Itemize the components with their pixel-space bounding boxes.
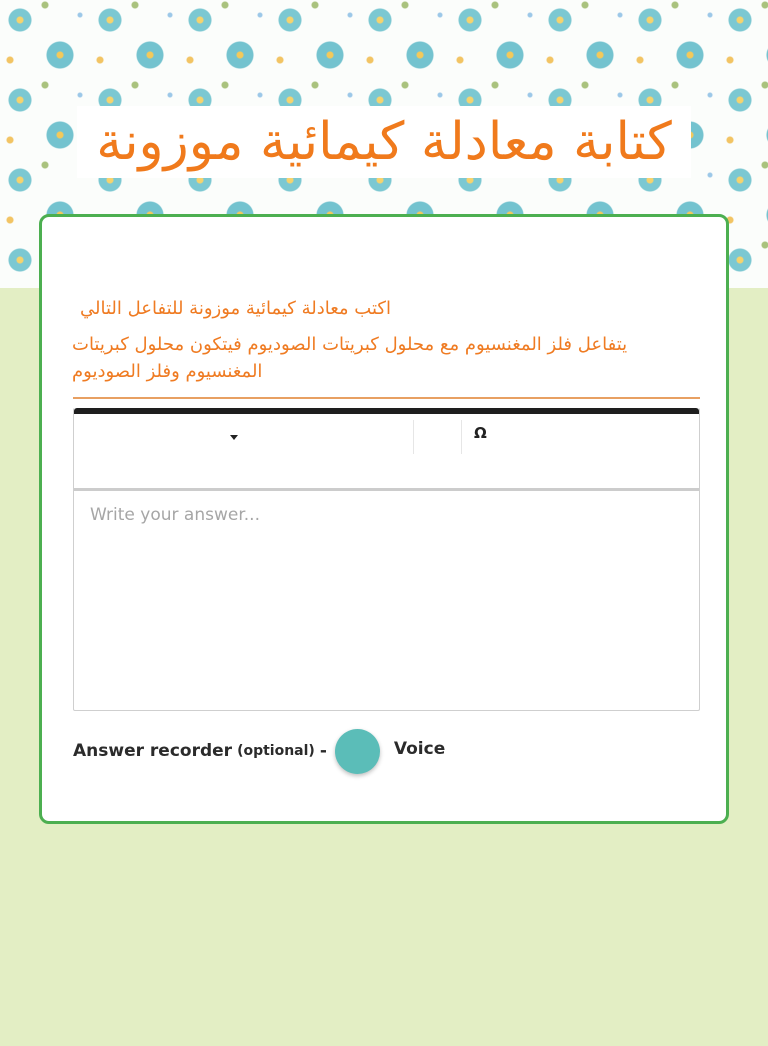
question-body: يتفاعل فلز المغنسيوم مع محلول كبريتات الصوديوم فيتكون محلول كبريتات المغنسيوم وفلز الصوديوم bbox=[72, 334, 628, 382]
question-card bbox=[39, 214, 729, 824]
toolbar-button[interactable] bbox=[415, 420, 462, 454]
special-character-button[interactable]: Ω bbox=[474, 424, 487, 442]
answer-editor bbox=[73, 408, 700, 711]
answer-recorder bbox=[73, 727, 445, 775]
recorder-optional: (optional) bbox=[237, 743, 315, 759]
page-title: كتابة معادلة كيمائية موزونة bbox=[96, 112, 672, 172]
format-dropdown[interactable] bbox=[74, 420, 414, 454]
recorder-mode-voice[interactable]: Voice bbox=[393, 739, 446, 759]
question-prompt: اكتب معادلة كيمائية موزونة للتفاعل التالي bbox=[80, 298, 391, 319]
recorder-dash: - bbox=[319, 741, 327, 761]
caret-down-icon bbox=[230, 435, 238, 440]
title-box bbox=[77, 106, 691, 178]
record-button[interactable] bbox=[335, 729, 380, 774]
recorder-label: Answer recorder bbox=[73, 741, 233, 761]
answer-input[interactable] bbox=[74, 491, 699, 709]
question-text bbox=[72, 295, 700, 385]
question-divider bbox=[73, 397, 700, 399]
editor-toolbar bbox=[74, 414, 699, 491]
